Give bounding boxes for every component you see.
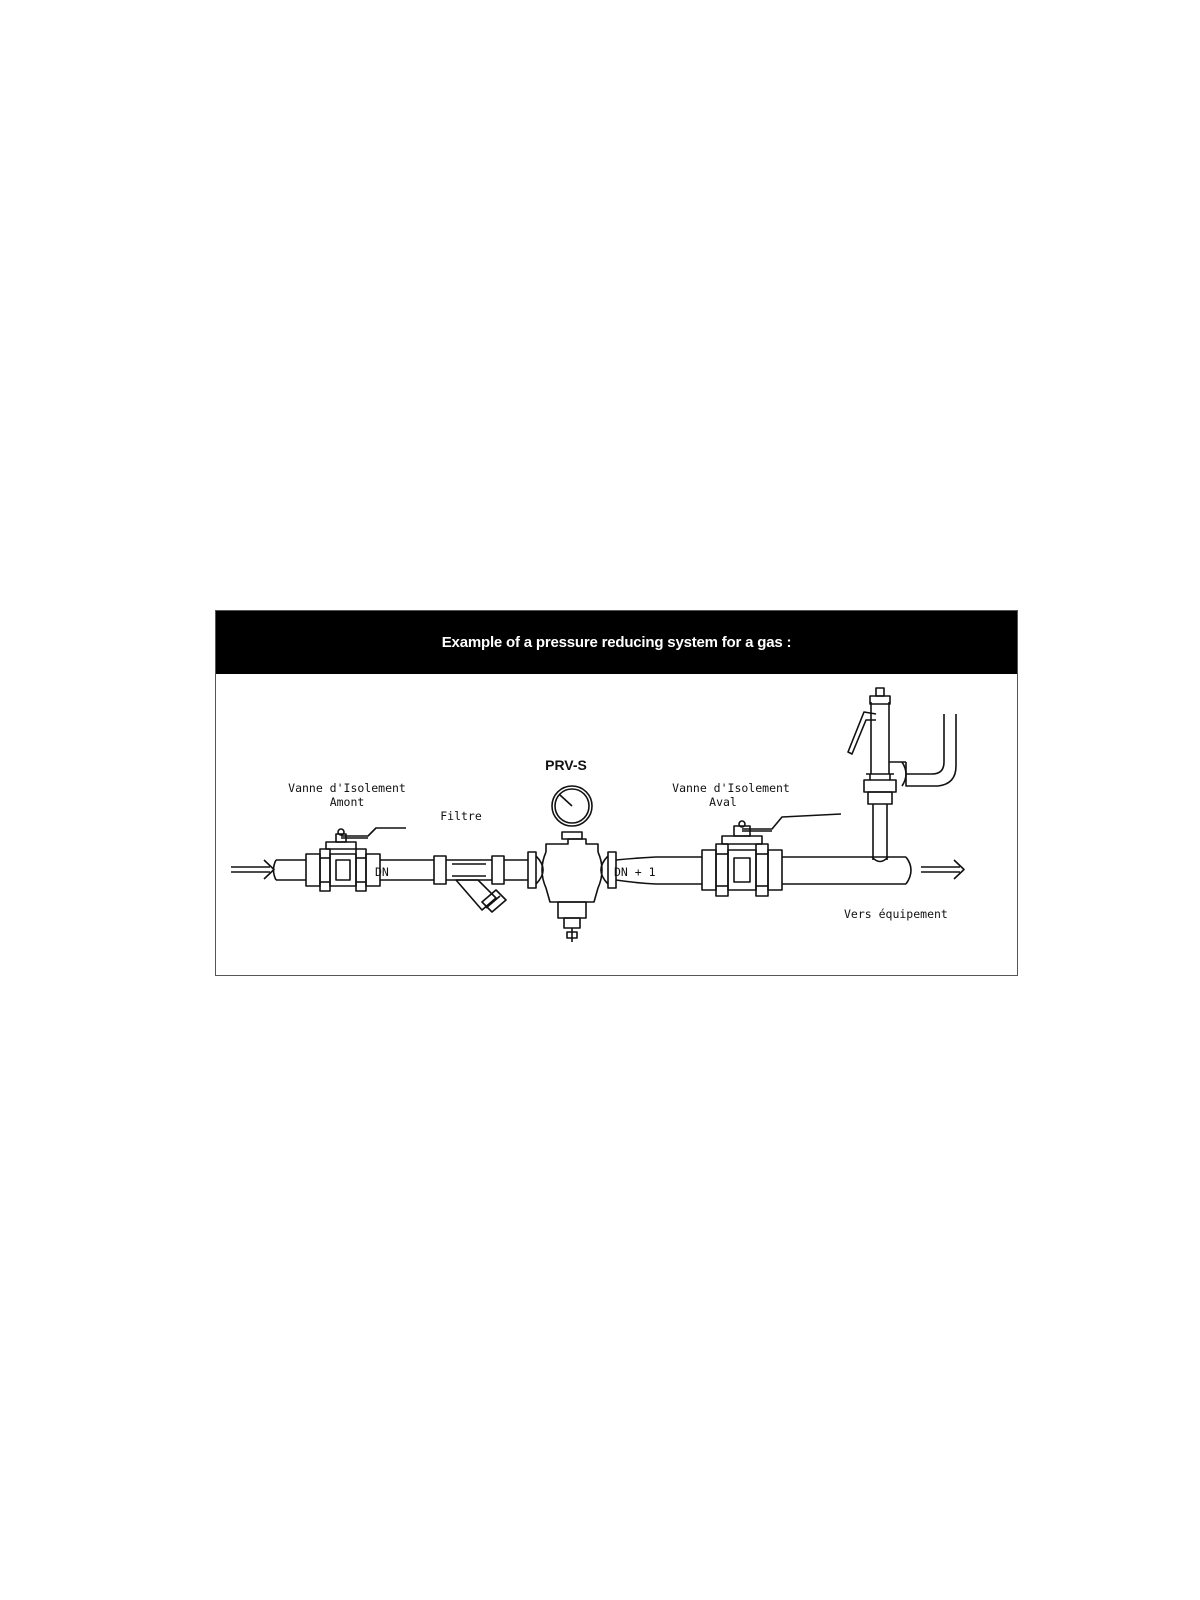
label-pipe-dn-plus-one: DN + 1 xyxy=(614,865,656,879)
label-upstream-valve-line2: Amont xyxy=(329,795,365,809)
label-downstream-valve-line1: Vanne d'Isolement xyxy=(672,781,790,795)
figure-title: Example of a pressure reducing system for a gas : xyxy=(441,634,792,651)
label-downstream-valve-line2: Aval xyxy=(709,795,737,809)
pipe-upstream xyxy=(274,860,307,880)
label-pipe-dn: DN xyxy=(375,865,389,879)
y-strainer-filter xyxy=(434,856,506,912)
outlet-arrow xyxy=(921,860,964,879)
label-to-equipment: Vers équipement xyxy=(844,907,948,921)
pipe-filter-to-prv xyxy=(504,860,528,880)
figure-title-banner xyxy=(216,611,1017,674)
pipe-outlet xyxy=(782,857,911,884)
pressure-reducing-diagram xyxy=(216,674,1017,975)
label-upstream-valve-line1: Vanne d'Isolement xyxy=(288,781,406,795)
safety-relief-valve xyxy=(848,688,956,860)
label-filter: Filtre xyxy=(440,809,482,823)
label-prv-s: PRV-S xyxy=(545,757,587,773)
diagram-figure xyxy=(215,610,1018,976)
prv-s-valve xyxy=(528,786,616,942)
inlet-arrow xyxy=(231,860,274,879)
